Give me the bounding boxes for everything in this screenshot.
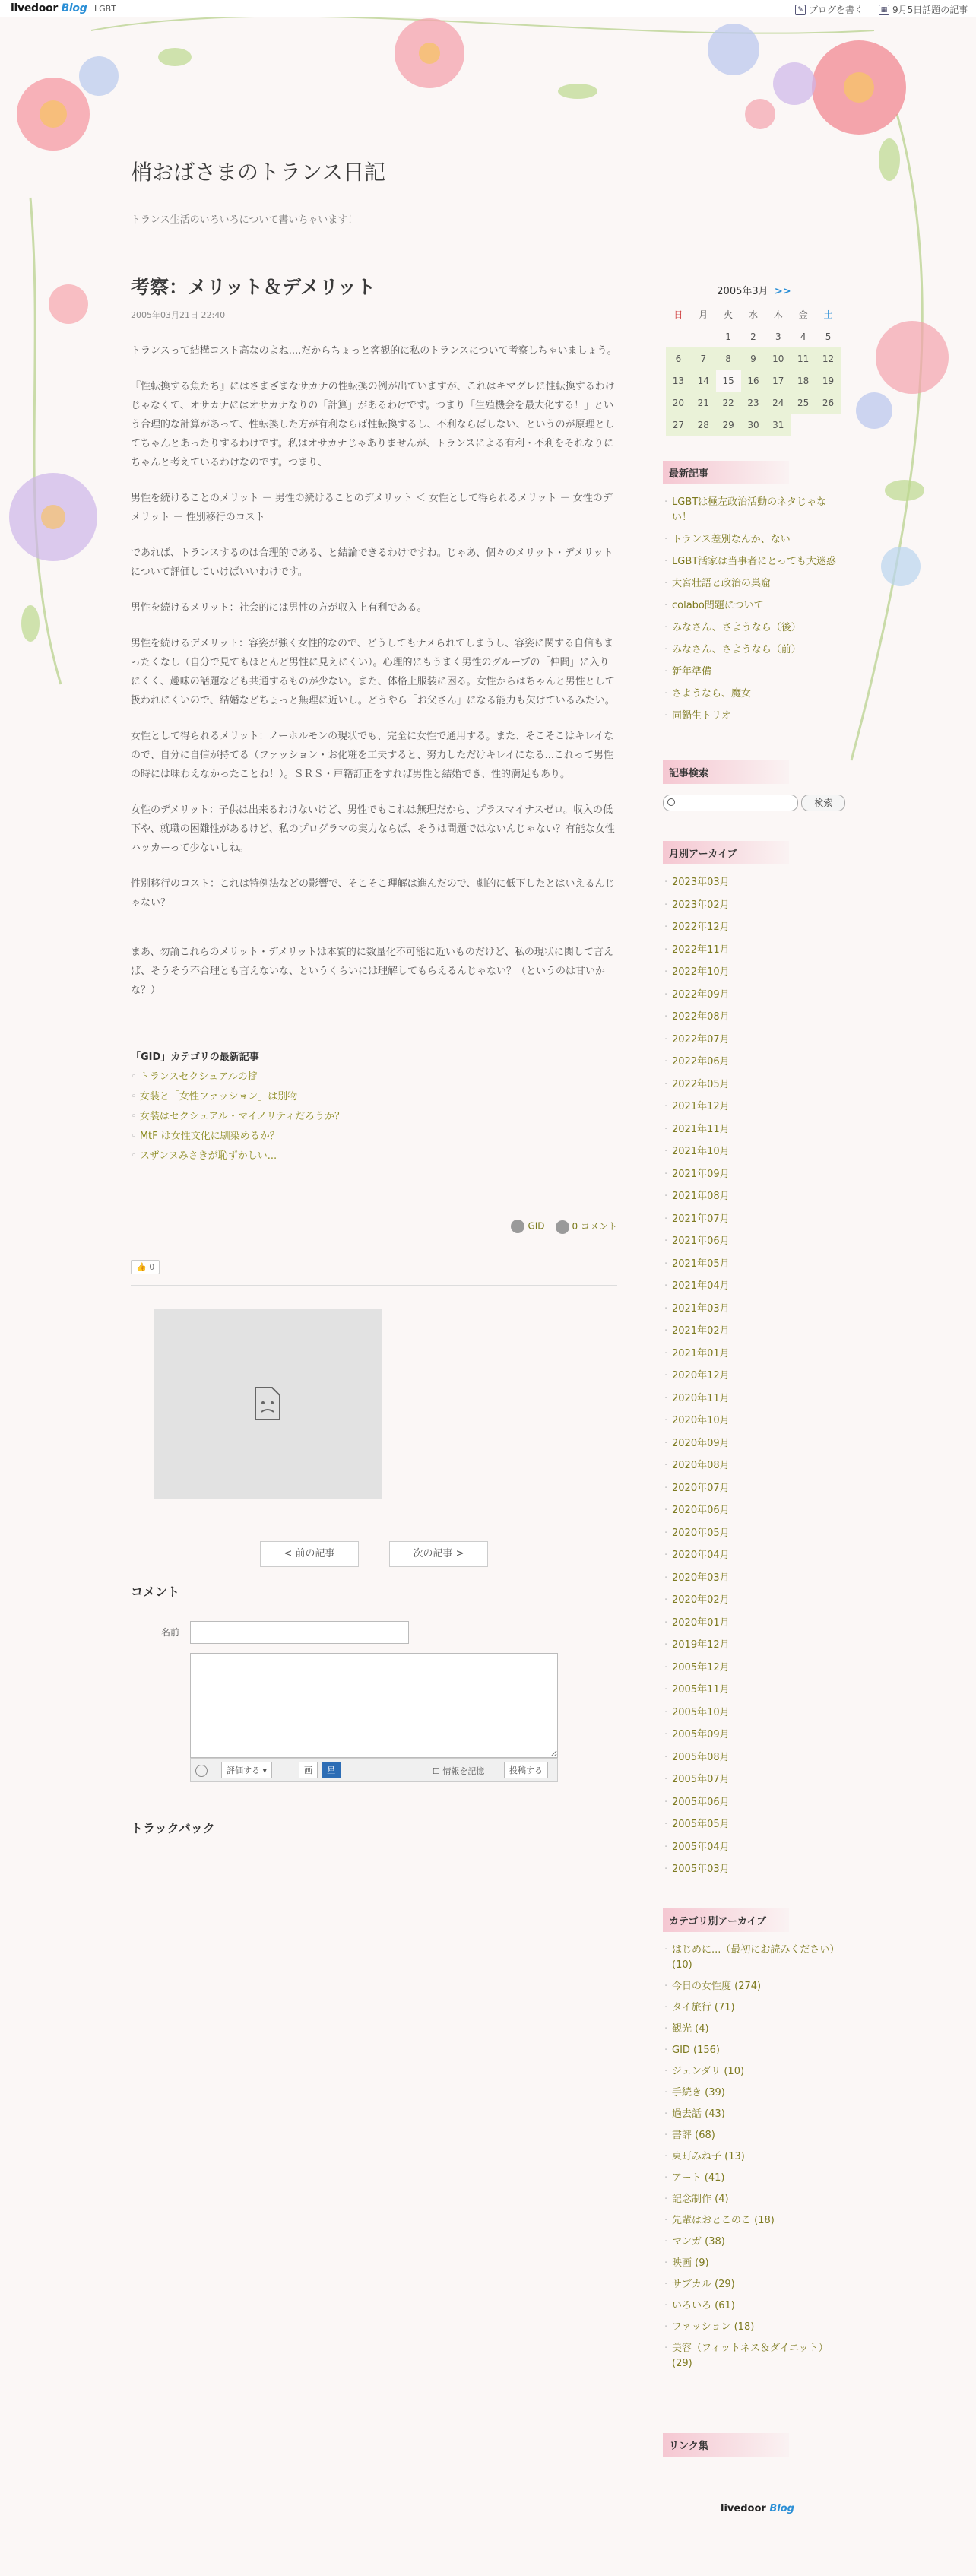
archive-month-link[interactable]: · 2023年02月 [663, 898, 845, 913]
archive-month-link[interactable]: · 2020年03月 [663, 1571, 845, 1586]
calendar-day: 11 [791, 347, 816, 370]
category-archive-heading: カテゴリ別アーカイブ [663, 1908, 789, 1932]
calendar-day: 6 [666, 347, 691, 370]
archive-month-link[interactable]: · 2005年09月 [663, 1727, 845, 1743]
list-item[interactable]: ◦ スザンヌみさきが恥ずかしい... [131, 1147, 617, 1166]
archive-month-link[interactable]: · 2022年08月 [663, 1010, 845, 1025]
divider [131, 1285, 617, 1286]
blog-description: トランス生活のいろいろについて書いちゃいます！ [131, 214, 358, 226]
broken-image-icon [252, 1386, 283, 1421]
category-link[interactable]: · タイ旅行 (71) [663, 2000, 845, 2016]
category-link[interactable]: · 東町みね子 (13) [663, 2149, 845, 2165]
archive-month-link[interactable]: · 2020年09月 [663, 1436, 845, 1451]
archive-month-link[interactable]: · 2021年05月 [663, 1257, 845, 1272]
rating-select[interactable]: 評価する ▾ [221, 1762, 272, 1778]
calendar-day: 29 [716, 414, 741, 436]
weekday: 月 [699, 309, 708, 320]
pencil-icon: ✎ [795, 5, 806, 15]
list-item[interactable]: ◦ 女装はセクシュアル・マイノリティだろうか？ [131, 1107, 617, 1127]
category-link[interactable]: · サブカル (29) [663, 2277, 845, 2292]
category-link[interactable]: · ファッション (18) [663, 2320, 845, 2335]
paragraph: であれば、トランスするのは合理的である、と結論できるわけですね。じゃあ、個々のメリット・デメリットについて評価していけばいいわけです。 [131, 547, 613, 578]
name-label: 名前 [161, 1626, 180, 1638]
paragraph: トランスって結構コスト高なのよね....だからちょっと客観的に私のトランスについて考察しちゃいましょう。 [131, 345, 617, 357]
archive-month-link[interactable]: · 2022年07月 [663, 1033, 845, 1048]
archive-month-link[interactable]: · 2021年03月 [663, 1302, 845, 1317]
paragraph: 女性のデメリット：子供は出来るわけないけど、男性でもこれは無理だから、プラスマイナスゼロ。収入の低下や、就職の困難性があるけど、私のプログラマの実力ならば、そうは問題ではないんじゃない？有能な女性ハッカーって少ないしね。 [131, 804, 615, 854]
archive-month-link[interactable]: · 2023年03月 [663, 875, 845, 890]
category-link[interactable]: · 記念制作 (4) [663, 2192, 845, 2207]
paragraph: 『性転換する魚たち』にはさまざまなサカナの性転換の例が出ていますが、これはキマグレに性転換するわけじゃなくて、オサカナにはオサカナなりの「計算」があるわけです。つまり「生殖機会を最大化する！」という合理的な計算があって、性転換した方が有利ならば性転換するし、不利ならばしない、というのが原理としてちゃんとあったりするわけです。私はオサカナじゃありませんが、トランスによる有利・不利をそれなりにちゃんと考えているわけなのです。つまり、 [131, 381, 615, 468]
calendar-day: 1 [725, 331, 731, 342]
calendar-day: 24 [765, 392, 791, 414]
footer-logo[interactable]: livedoor Blog [721, 2503, 794, 2514]
calendar-day: 13 [666, 370, 691, 392]
archive-month-link[interactable]: · 2020年01月 [663, 1616, 845, 1631]
archive-month-link[interactable]: · 2005年08月 [663, 1750, 845, 1765]
calendar-day: 4 [800, 331, 806, 342]
format-button-a[interactable]: 画 [299, 1762, 318, 1778]
weekday: 火 [724, 309, 734, 320]
thumbs-up-icon: 👍 [136, 1261, 147, 1272]
calendar-icon: ▦ [879, 5, 889, 15]
archive-month-link[interactable]: · 2020年05月 [663, 1526, 845, 1541]
comment-toolbar [190, 1758, 558, 1782]
calendar-day: 12 [816, 347, 841, 370]
calendar-day [691, 325, 716, 347]
search-section [663, 760, 845, 811]
paragraph: 女性として得られるメリット：ノーホルモンの現状でも、完全に女性で通用する。また、そこそこはキレイなので、自分に自信が持てる（ファッション・お化粧を工夫すると、努力しただけキレイになる...これって男性の時には味わえなかったことね！）。ＳＲＳ・戸籍訂正をすれば男性と結婚でき、性的満足もあり。 [131, 731, 614, 780]
archive-month-link[interactable]: · 2005年11月 [663, 1683, 845, 1698]
article-body [131, 341, 617, 1000]
archive-month-link[interactable]: · 2005年12月 [663, 1661, 845, 1676]
calendar-day [791, 414, 816, 436]
monthly-archive [663, 841, 845, 1885]
recent-articles [663, 461, 845, 731]
emoji-icon[interactable] [195, 1765, 208, 1777]
archive-month-link[interactable]: · 2020年07月 [663, 1481, 845, 1496]
calendar-day: 21 [691, 392, 716, 414]
list-item[interactable]: · 新年準備 [663, 665, 845, 680]
category-link[interactable]: · 先輩はおとこのこ (18) [663, 2213, 845, 2229]
list-item[interactable]: ◦ MtF は女性文化に馴染めるか？ [131, 1127, 617, 1147]
search-heading: 記事検索 [663, 760, 789, 784]
category-link[interactable]: LGBT [94, 4, 116, 14]
image-placeholder [154, 1309, 382, 1499]
category-latest-box [131, 1048, 617, 1166]
archive-month-link[interactable]: · 2021年07月 [663, 1212, 845, 1227]
archive-month-link[interactable]: · 2020年04月 [663, 1548, 845, 1563]
article-title[interactable]: 考察：メリット＆デメリット [131, 276, 376, 298]
calendar-day: 9 [741, 347, 766, 370]
article-date: 2005年03月21日 22:40 [131, 310, 226, 320]
archive-month-link[interactable]: · 2021年11月 [663, 1122, 845, 1137]
list-item[interactable]: · みなさん、さようなら（後） [663, 620, 845, 636]
comment-heading: コメント [131, 1584, 180, 1599]
archive-month-link[interactable]: · 2005年04月 [663, 1840, 845, 1855]
archive-month-link[interactable]: · 2022年09月 [663, 988, 845, 1003]
trending-link[interactable]: ▦ 9月5日話題の記事 [879, 3, 968, 16]
article-meta [131, 1220, 617, 1234]
calendar-day: 18 [791, 370, 816, 392]
category-link[interactable]: · 美容（フィットネス＆ダイエット）(29) [663, 2341, 845, 2371]
archive-month-link[interactable]: · 2020年10月 [663, 1413, 845, 1429]
category-archive [663, 1908, 845, 2378]
category-link[interactable]: · 映画 (9) [663, 2256, 845, 2271]
category-tag-link[interactable]: GID [511, 1220, 544, 1233]
paragraph: 男性を続けるメリット：社会的には男性の方が収入上有利である。 [131, 602, 427, 614]
weekday: 金 [798, 309, 808, 320]
links-heading: リンク集 [663, 2433, 789, 2457]
comment-form [131, 1621, 617, 1788]
archive-month-link[interactable]: · 2019年12月 [663, 1638, 845, 1653]
archive-month-link[interactable]: · 2021年10月 [663, 1144, 845, 1160]
paragraph: 男性を続けることのメリット － 男性の続けることのデメリット ＜ 女性として得られるメリット － 女性のデメリット － 性別移行のコスト [131, 493, 613, 523]
calendar-day: 8 [716, 347, 741, 370]
category-link[interactable]: · 書評 (68) [663, 2128, 845, 2143]
category-link[interactable]: · アート (41) [663, 2171, 845, 2186]
archive-month-link[interactable]: · 2021年06月 [663, 1234, 845, 1249]
calendar-day: 19 [816, 370, 841, 392]
list-item[interactable]: · LGBTは極左政治活動のネタじゃない！ [663, 495, 845, 525]
archive-month-link[interactable]: · 2020年02月 [663, 1593, 845, 1608]
archive-month-link[interactable]: · 2020年08月 [663, 1458, 845, 1474]
archive-month-link[interactable]: · 2022年10月 [663, 965, 845, 980]
archive-month-link[interactable]: · 2021年04月 [663, 1279, 845, 1294]
search-button[interactable]: 検索 [801, 795, 845, 811]
archive-month-link[interactable]: · 2022年12月 [663, 920, 845, 935]
calendar-day: 2 [750, 331, 756, 342]
calendar-day: 14 [691, 370, 716, 392]
paragraph: まあ、勿論これらのメリット・デメリットは本質的に数量化不可能に近いものだけど、私の現状に関して言えば、そうそう不合理とも言えないな、というくらいには理解してもらえるんじゃない？（というのは甘いかな？） [131, 947, 613, 996]
livedoor-blog-logo[interactable]: livedoor Blog [11, 2, 87, 14]
blog-title[interactable]: 梢おばさまのトランス日記 [131, 160, 386, 185]
archive-month-link[interactable]: · 2020年12月 [663, 1369, 845, 1384]
archive-month-link[interactable]: · 2022年05月 [663, 1077, 845, 1093]
archive-month-link[interactable]: · 2005年07月 [663, 1772, 845, 1788]
list-item[interactable]: · さようなら、魔女 [663, 687, 845, 702]
links-section [663, 2433, 845, 2467]
archive-month-link[interactable]: · 2005年10月 [663, 1705, 845, 1721]
trackback-heading: トラックバック [131, 1820, 215, 1835]
calendar-day: 27 [666, 414, 691, 436]
search-input[interactable] [663, 795, 798, 811]
calendar-day: 16 [741, 370, 766, 392]
calendar-day: 26 [816, 392, 841, 414]
archive-month-link[interactable]: · 2021年08月 [663, 1189, 845, 1204]
format-button-b[interactable]: 星 [322, 1762, 341, 1778]
name-input[interactable] [190, 1621, 409, 1644]
folder-icon [511, 1220, 524, 1233]
category-link[interactable]: · はじめに...（最初にお読みください）(10) [663, 1943, 845, 1973]
calendar-next-link[interactable]: >> [774, 286, 791, 297]
archive-month-link[interactable]: · 2005年06月 [663, 1795, 845, 1810]
comment-icon [556, 1220, 569, 1234]
category-list [663, 1943, 845, 2371]
list-item[interactable]: · 同鍋生トリオ [663, 709, 845, 724]
archive-month-link[interactable]: · 2022年06月 [663, 1055, 845, 1070]
calendar-day: 10 [765, 347, 791, 370]
weekday: 土 [823, 309, 833, 320]
calendar-day: 28 [691, 414, 716, 436]
archive-month-link[interactable]: · 2005年03月 [663, 1862, 845, 1877]
category-link[interactable]: · 過去話 (43) [663, 2107, 845, 2122]
calendar-day: 31 [765, 414, 791, 436]
category-link[interactable]: · GID (156) [663, 2043, 845, 2058]
category-link[interactable]: · ジェンダリ (10) [663, 2064, 845, 2080]
next-article-button[interactable]: 次の記事 > [389, 1541, 488, 1567]
category-link[interactable]: · 今日の女性度 (274) [663, 1979, 845, 1994]
calendar-day: 20 [666, 392, 691, 414]
recent-articles-heading: 最新記事 [663, 461, 789, 484]
prev-article-button[interactable]: < 前の記事 [260, 1541, 359, 1567]
weekday: 木 [773, 309, 783, 320]
like-button[interactable]: 👍 0 [131, 1260, 160, 1274]
list-item[interactable]: ◦ トランスセクシュアルの掟 [131, 1068, 617, 1087]
archive-month-link[interactable]: · 2020年06月 [663, 1503, 845, 1518]
calendar-day: 30 [741, 414, 766, 436]
weekday: 水 [748, 309, 758, 320]
archive-month-link[interactable]: · 2021年01月 [663, 1347, 845, 1362]
archive-list [663, 875, 845, 1877]
list-item[interactable]: ◦ 女装と「女性ファッション」は別物 [131, 1087, 617, 1107]
calendar-day [816, 414, 841, 436]
list-item[interactable]: · みなさん、さようなら（前） [663, 642, 845, 658]
archive-month-link[interactable]: · 2021年12月 [663, 1099, 845, 1115]
list-item[interactable]: · colabo問題について [663, 598, 845, 614]
archive-month-link[interactable]: · 2005年05月 [663, 1817, 845, 1832]
calendar-day: 3 [775, 331, 781, 342]
list-item[interactable]: · 大宮壮語と政治の巣窟 [663, 576, 845, 592]
category-link[interactable]: · 観光 (4) [663, 2022, 845, 2037]
archive-month-link[interactable]: · 2021年09月 [663, 1167, 845, 1182]
archive-month-link[interactable]: · 2022年11月 [663, 943, 845, 958]
list-item[interactable]: · LGBT活家は当事者にとっても大迷惑 [663, 554, 845, 569]
calendar-day: 25 [791, 392, 816, 414]
paragraph: 性別移行のコスト：これは特例法などの影響で、そこそこ理解は進んだので、劇的に低下したとはいえるんじゃない？ [131, 878, 615, 909]
calendar-day: 22 [716, 392, 741, 414]
calendar: 2005年3月 >> 日 月 火 水 木 金 土 1 2 3 4 5 6 7 8 9 10 11 12 13 14 15 16 17 18 19 20 21 22 23 24 25 26 27 28 29 30 31 [663, 283, 845, 436]
pager [131, 1541, 617, 1567]
article [131, 272, 617, 1836]
comment-textarea[interactable] [190, 1653, 558, 1758]
top-bar [0, 0, 976, 17]
submit-button[interactable]: 投稿する [504, 1762, 548, 1778]
calendar-day [666, 325, 691, 347]
remember-checkbox[interactable]: ☐ 情報を記憶 [433, 1765, 485, 1776]
calendar-day: 7 [691, 347, 716, 370]
comment-count-link[interactable]: 0 コメント [556, 1220, 617, 1234]
list-item[interactable]: · トランス差別なんか、ない [663, 532, 845, 547]
category-link[interactable]: · マンガ (38) [663, 2235, 845, 2250]
calendar-day: 5 [825, 331, 832, 342]
category-link[interactable]: · いろいろ (61) [663, 2298, 845, 2314]
paragraph: 男性を続けるデメリット：容姿が強く女性的なので、どうしてもナメられてしまうし、容姿に関する自信もまったくなし（自分で見てもほとんど男性に見えにくい）。心理的にもうまく男性のグループの「仲間」に入りにくく、趣味の話題なども共通するものが少ない。また、体格上服装に困る。女性からはちゃんと男性として扱われにくいので、結婚などちょっと無理に近いし。どうやら「お父さん」になる能力も欠けているみたい。 [131, 638, 615, 706]
category-latest-title: 「GID」カテゴリの最新記事 [131, 1052, 259, 1063]
category-link[interactable]: · 手続き (39) [663, 2086, 845, 2101]
calendar-day: 15 [722, 375, 734, 386]
weekday: 日 [673, 309, 683, 320]
calendar-day: 23 [741, 392, 766, 414]
write-blog-link[interactable]: ✎ ブログを書く [795, 3, 864, 16]
monthly-archive-heading: 月別アーカイブ [663, 841, 789, 864]
archive-month-link[interactable]: · 2020年11月 [663, 1391, 845, 1407]
archive-month-link[interactable]: · 2021年02月 [663, 1324, 845, 1339]
calendar-day: 17 [765, 370, 791, 392]
